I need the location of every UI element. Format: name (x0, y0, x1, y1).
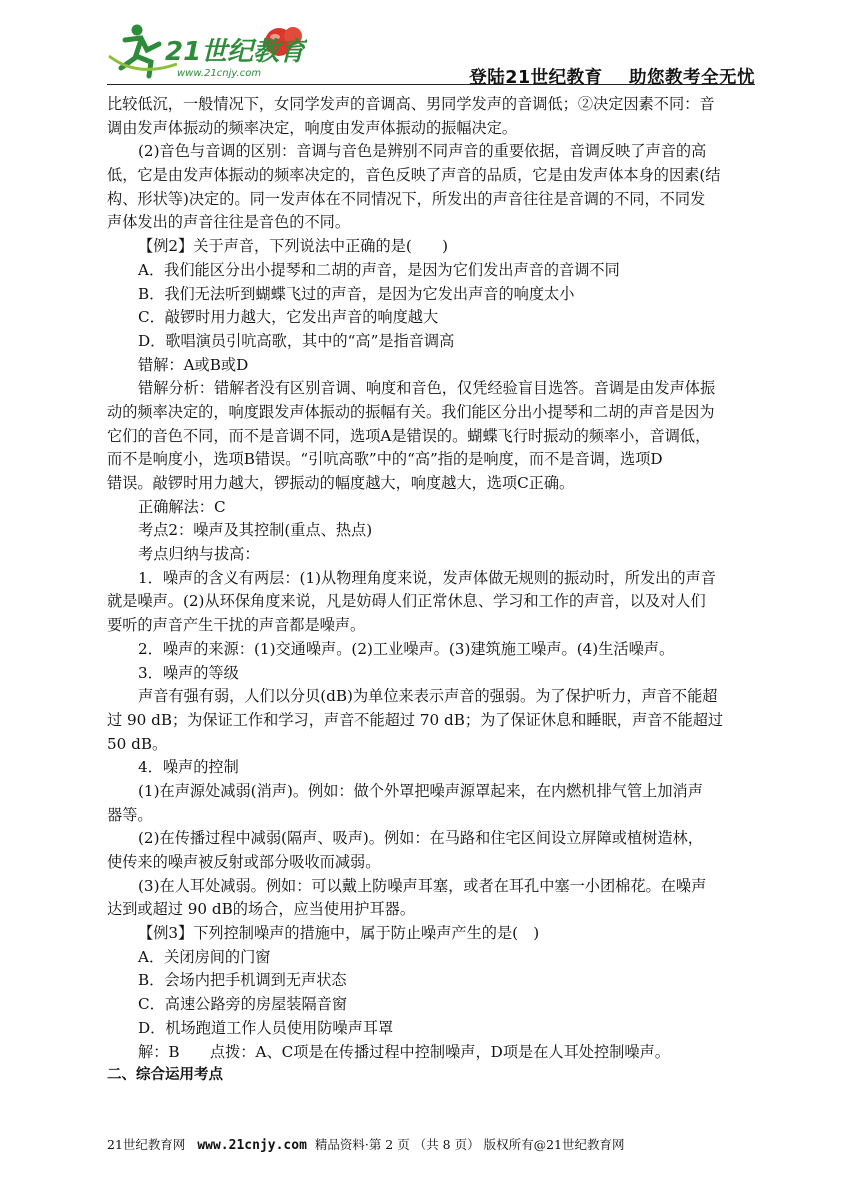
text-line: B．会场内把手机调到无声状态 (138, 971, 347, 990)
page-footer (107, 1135, 755, 1153)
text-line: 正确解法：C (138, 497, 226, 516)
document-body (107, 93, 755, 1088)
text-line: 它们的音色不同，而不是音调不同，选项A是错误的。蝴蝶飞行时振动的频率小，音调低， (107, 426, 711, 445)
text-line: 错误。敲锣时用力越大，锣振动的幅度越大，响度越大，选项C正确。 (107, 474, 575, 492)
text-line: 错解：A或B或D (138, 355, 249, 374)
header-slogan: 登陆21世纪教育 助您教考全无忧 (469, 68, 755, 88)
text-line: C．高速公路旁的房屋装隔音窗 (138, 995, 348, 1014)
text-line: (2)在传播过程中减弱(隔声、吸声)。例如：在马路和住宅区间设立屏障或植树造林， (138, 829, 703, 848)
text-line: 而不是响度小，选项B错误。“引吭高歌”中的“高”指的是响度，而不是音调，选项D (107, 450, 663, 469)
text-line: 达到或超过 90 dB的场合，应当使用护耳器。 (107, 900, 416, 919)
footer-right: 精品资料·第 2 页 （共 8 页） 版权所有@21世纪教育网 (306, 1137, 625, 1152)
text-line: 构、形状等)决定的。同一发声体在不同情况下，所发出的声音往往是音调的不同，不同发 (107, 189, 706, 208)
text-line: 声音有强有弱，人们以分贝(dB)为单位来表示声音的强弱。为了保护听力，声音不能超 (138, 687, 718, 706)
text-line: 考点2：噪声及其控制(重点、热点) (138, 521, 373, 540)
text-line: 动的频率决定的，响度跟发声体振动的振幅有关。我们能区分出小提琴和二胡的声音是因为 (107, 402, 715, 421)
text-line: 【例3】下列控制噪声的措施中，属于防止噪声产生的是( ) (138, 924, 540, 943)
text-line: 2．噪声的来源：(1)交通噪声。(2)工业噪声。(3)建筑施工噪声。(4)生活噪声。 (138, 639, 675, 658)
text-line: (2)音色与音调的区别：音调与音色是辨别不同声音的重要依据，音调反映了声音的高 (138, 142, 707, 161)
text-line: D．机场跑道工作人员使用防噪声耳罩 (138, 1018, 394, 1037)
text-line: A．我们能区分出小提琴和二胡的声音，是因为它们发出声音的音调不同 (138, 260, 620, 279)
footer-left: 21世纪教育网 (107, 1137, 198, 1152)
text-line: 【例2】关于声音，下列说法中正确的是( ) (138, 237, 449, 256)
text-line: 3．噪声的等级 (138, 663, 239, 682)
text-line: 解：B 点拨：A、C项是在传播过程中控制噪声，D项是在人耳处控制噪声。 (138, 1042, 670, 1061)
text-line: 使传来的噪声被反射或部分吸收而减弱。 (107, 853, 381, 871)
text-line: B．我们无法听到蝴蝶飞过的声音，是因为它发出声音的响度太小 (138, 284, 575, 303)
text-line: D．歌唱演员引吭高歌，其中的“高”是指音调高 (138, 331, 455, 350)
text-line: 要听的声音产生干扰的声音都是噪声。 (107, 616, 366, 635)
text-line: (1)在声源处减弱(消声)。例如：做个外罩把噪声源罩起来，在内燃机排气管上加消声 (138, 781, 703, 800)
text-line: 过 90 dB；为保证工作和学习，声音不能超过 70 dB；为了保证休息和睡眠，声音不能超过 (107, 710, 724, 729)
text-line: 器等。 (107, 805, 153, 824)
text-line: 声体发出的声音往往是音色的不同。 (107, 213, 350, 232)
text-line: 就是噪声。(2)从环保角度来说，凡是妨碍人们正常休息、学习和工作的声音，以及对人们 (107, 592, 706, 611)
text-line: C．敲锣时用力越大，它发出声音的响度越大 (138, 308, 439, 327)
text-line: 错解分析：错解者没有区别音调、响度和音色，仅凭经验盲目选答。音调是由发声体振 (138, 379, 716, 398)
footer-site-link[interactable]: www.21cnjy.com (197, 1138, 307, 1153)
text-line: 50 dB。 (107, 734, 168, 753)
text-line: 调由发声体振动的频率决定，响度由发声体振动的振幅决定。 (107, 118, 518, 137)
text-line: 低，它是由发声体振动的频率决定的，音色反映了声音的品质，它是由发声体本身的因素(结 (107, 166, 721, 185)
logo-url: www.21cnjy.com (177, 68, 262, 79)
logo-text: 21世纪教育 (165, 37, 306, 67)
text-line: 1．噪声的含义有两层：(1)从物理角度来说，发声体做无规则的振动时，所发出的声音 (138, 568, 716, 587)
header-divider (107, 84, 755, 85)
text-line: 比较低沉，一般情况下，女同学发声的音调高、男同学发声的音调低；②决定因素不同：音 (107, 95, 715, 113)
section-heading: 二、综合运用考点 (107, 1067, 223, 1084)
logo (107, 16, 307, 86)
text-line: 考点归纳与拔高： (138, 545, 260, 564)
text-line: A．关闭房间的门窗 (138, 947, 271, 966)
text-line: (3)在人耳处减弱。例如：可以戴上防噪声耳塞，或者在耳孔中塞一小团棉花。在噪声 (138, 876, 707, 895)
text-line: 4．噪声的控制 (138, 758, 239, 777)
page-header (107, 14, 755, 90)
